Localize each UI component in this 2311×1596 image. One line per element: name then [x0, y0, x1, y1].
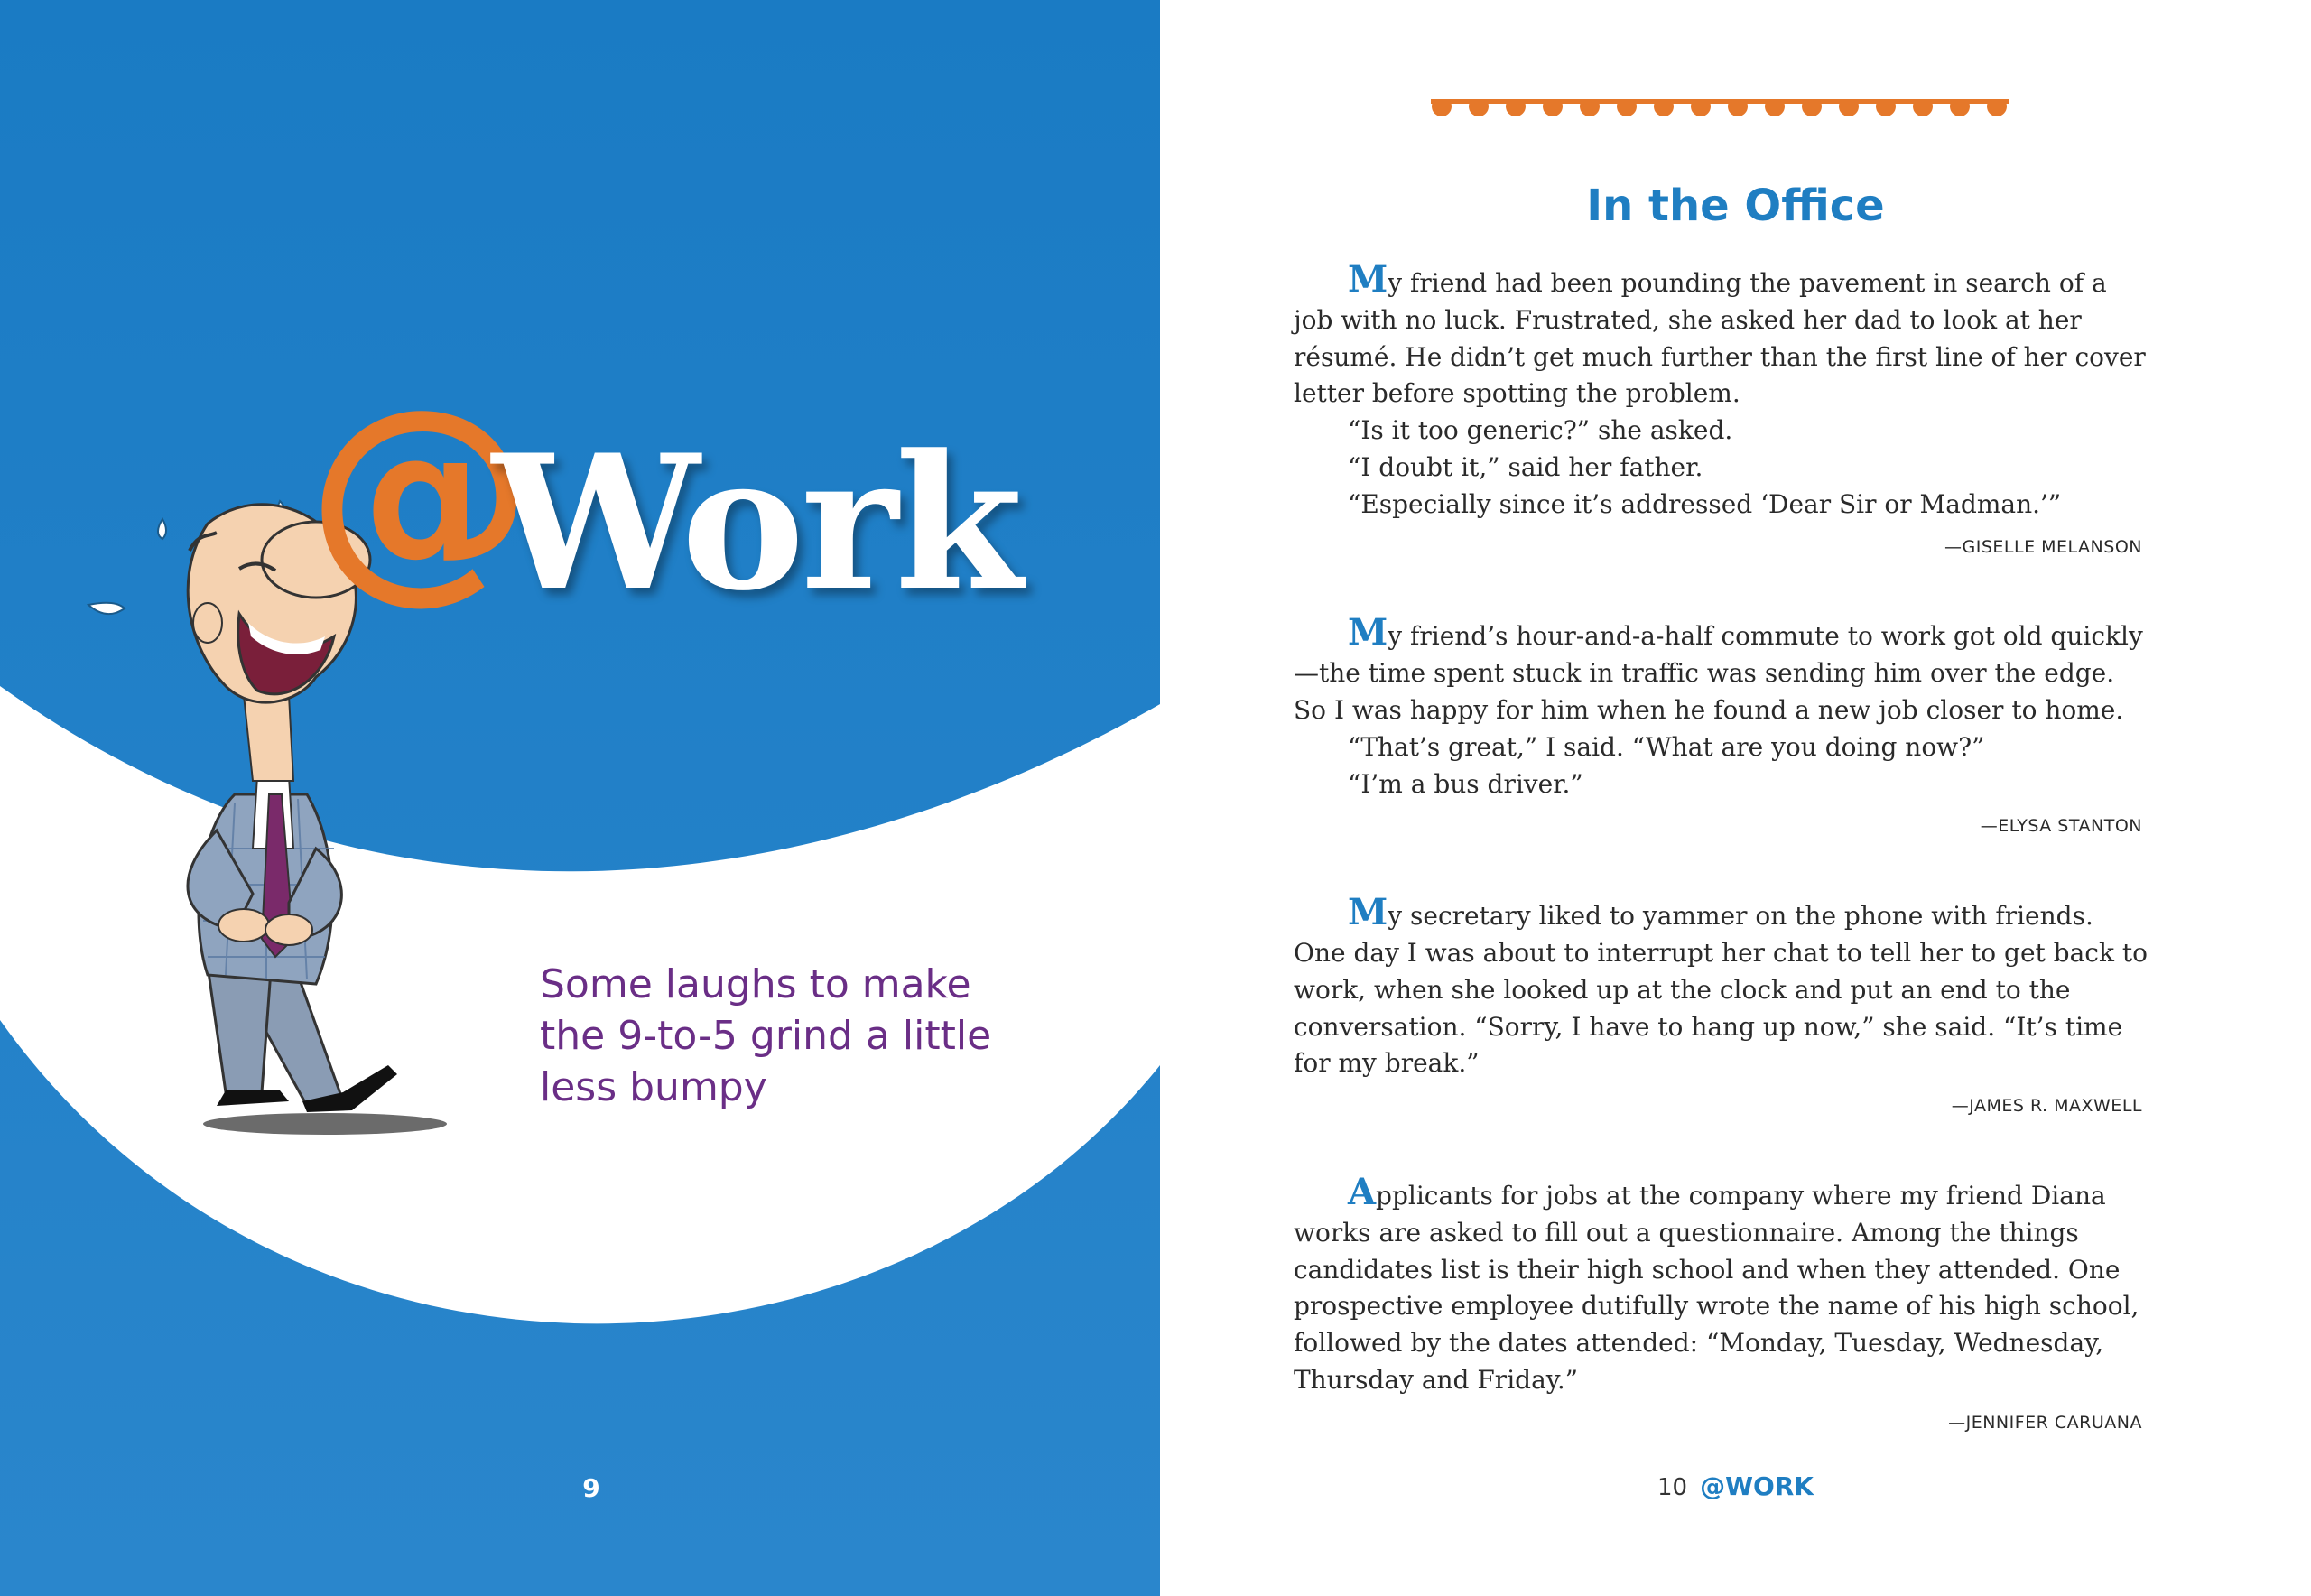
story-attribution: —GISELLE MELANSON	[1944, 536, 2142, 557]
story	[1294, 1170, 2151, 1442]
page-number-right: 10	[1657, 1474, 1688, 1501]
story-paragraph: “I’m a bus driver.”	[1348, 768, 1583, 799]
scallop-dot	[1580, 99, 1600, 116]
scallop-dot	[1654, 99, 1674, 116]
chapter-subtitle: Some laughs to make the 9-to-5 grind a little less bumpy	[540, 961, 992, 1110]
drop-cap: M	[1348, 258, 1388, 301]
scallop-dot	[1432, 99, 1452, 116]
scallop-dot	[1691, 99, 1711, 116]
scallop-dot	[1987, 99, 2007, 116]
scalloped-border-decoration	[1431, 99, 2009, 121]
footer-chapter-name: @WORK	[1700, 1471, 1814, 1501]
section-title: In the Office	[1586, 181, 1885, 231]
story-paragraph: “Especially since it’s addressed ‘Dear Sir or Madman.’”	[1348, 488, 2062, 519]
chapter-title	[307, 360, 1020, 650]
scallop-dot	[1469, 99, 1489, 116]
story-paragraph: “I doubt it,” said her father.	[1348, 451, 1703, 482]
page-footer	[1160, 1471, 2311, 1501]
story-list	[1294, 258, 2151, 1491]
scallop-dot	[1839, 99, 1859, 116]
story	[1294, 258, 2151, 565]
story-paragraph: “Is it too generic?” she asked.	[1348, 415, 1733, 446]
story-paragraph: Applicants for jobs at the company where my friend Diana works are asked to fill out a questionnaire. Among the things candidates list is their high school and when they attended. One prospective employee dutifully wrote the name of his high school, followed by the dates attended: “Monday, Tuesday, Wednesday, Thursday and Friday.”	[1294, 1170, 2139, 1395]
page-number-left: 9	[582, 1473, 600, 1503]
scallop-dot	[1876, 99, 1896, 116]
scallop-dot	[1728, 99, 1748, 116]
story-paragraph: My friend’s hour-and-a-half commute to work got old quickly—the time spent stuck in traffic was sending him over the edge. So I was happy for him when he found a new job closer to home.	[1294, 611, 2143, 725]
scallop-dot	[1913, 99, 1933, 116]
drop-cap: M	[1348, 891, 1388, 934]
scallop-dot	[1506, 99, 1526, 116]
drop-cap: M	[1348, 611, 1388, 654]
story-paragraph: My friend had been pounding the pavement in search of a job with no luck. Frustrated, she asked her dad to look at her résumé. He didn’t get much further than the first line of her cover letter before spotting the problem.	[1294, 258, 2146, 409]
scallop-dot	[1802, 99, 1822, 116]
story-attribution: —ELYSA STANTON	[1980, 816, 2142, 837]
chapter-word: Work	[492, 415, 1020, 632]
scallop-dot	[1617, 99, 1637, 116]
at-sign-glyph: @	[307, 360, 533, 623]
story-attribution: —JAMES R. MAXWELL	[1951, 1096, 2142, 1117]
story	[1294, 891, 2151, 1125]
scallop-dot	[1950, 99, 1970, 116]
story	[1294, 611, 2151, 845]
story-paragraph: My secretary liked to yammer on the phone with friends. One day I was about to interrupt her chat to tell her to get back to work, when she looked up at the clock and put an end to the conversation. “Sorry, I have to hang up now,” she said. “It’s time for my break.”	[1294, 891, 2148, 1079]
right-page	[1160, 0, 2311, 1596]
scallop-dot	[1543, 99, 1563, 116]
story-attribution: —JENNIFER CARUANA	[1948, 1412, 2142, 1433]
drop-cap: A	[1348, 1170, 1377, 1213]
scallop-dot	[1765, 99, 1785, 116]
story-paragraph: “That’s great,” I said. “What are you doing now?”	[1348, 731, 1985, 762]
